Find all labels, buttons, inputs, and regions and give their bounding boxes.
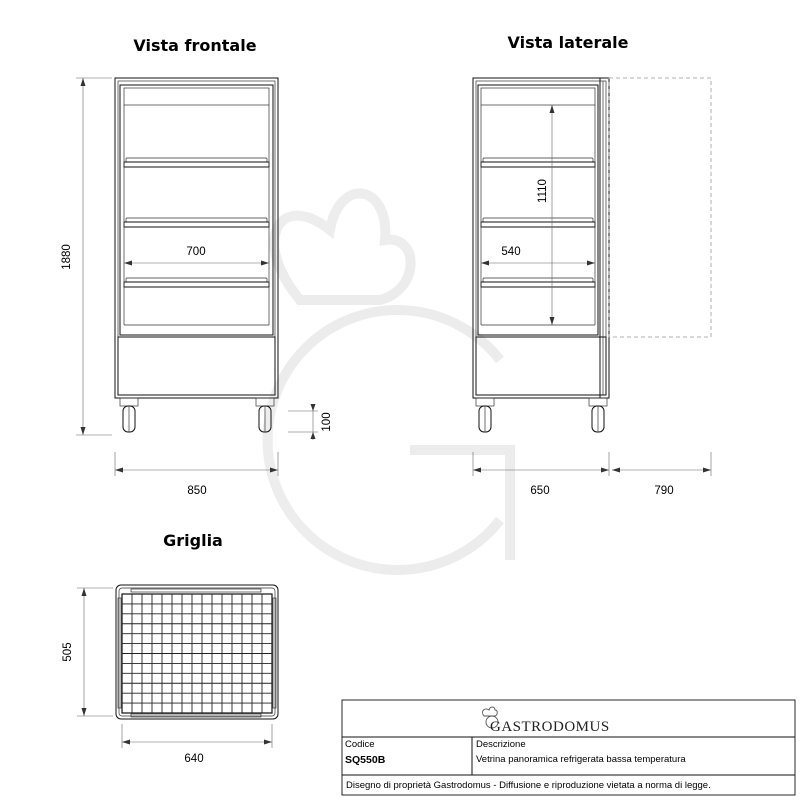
copyright-notice: Disegno di proprietà Gastrodomus - Diffusione e riproduzione vietata a norma di legge. bbox=[346, 780, 711, 791]
dim-front-height bbox=[76, 78, 112, 435]
dim-side-inner-height bbox=[550, 105, 555, 325]
door-swing-outline bbox=[609, 78, 711, 337]
brand-name: Gastrodomus bbox=[490, 719, 610, 735]
front-shelf bbox=[124, 278, 269, 287]
dim-grid-depth bbox=[77, 588, 113, 716]
dim-front-inner-width-label: 700 bbox=[186, 246, 206, 258]
dim-feet-height-label: 100 bbox=[321, 412, 333, 432]
side-shelf bbox=[481, 278, 595, 287]
castor-wheel bbox=[120, 398, 138, 432]
dim-side-inner-depth bbox=[481, 261, 595, 266]
dim-front-height-label: 1880 bbox=[61, 244, 73, 270]
dim-grid-depth-label: 505 bbox=[62, 642, 74, 662]
dim-side-inner-depth-label: 540 bbox=[501, 246, 521, 258]
code-label: Codice bbox=[345, 739, 375, 750]
castor-wheel bbox=[476, 398, 494, 432]
title-block bbox=[342, 700, 795, 795]
castor-wheel bbox=[589, 398, 607, 432]
description-label: Descrizione bbox=[476, 739, 526, 750]
front-shelf bbox=[124, 218, 269, 227]
dim-side-depth-label: 650 bbox=[530, 485, 550, 497]
description-value: Vetrina panoramica refrigerata bassa temperatura bbox=[476, 754, 686, 765]
side-view-title: Vista laterale bbox=[507, 33, 629, 52]
side-shelf bbox=[481, 158, 595, 167]
front-view-title: Vista frontale bbox=[133, 36, 257, 55]
watermark-logo bbox=[268, 193, 510, 570]
dim-feet-height bbox=[288, 404, 318, 440]
front-shelf bbox=[124, 158, 269, 167]
dim-grid-width bbox=[122, 724, 272, 748]
dim-side-inner-height-label: 1110 bbox=[537, 179, 549, 203]
dim-front-width bbox=[115, 452, 278, 476]
dim-front-inner-width bbox=[124, 261, 269, 266]
dim-door-swing-label: 790 bbox=[654, 485, 674, 497]
side-shelf bbox=[481, 218, 595, 227]
dim-grid-width-label: 640 bbox=[184, 753, 204, 765]
grid-view-title: Griglia bbox=[163, 531, 223, 550]
dim-front-width-label: 850 bbox=[187, 485, 207, 497]
code-value: SQ550B bbox=[345, 754, 386, 766]
grid-drawing bbox=[116, 585, 278, 719]
grid-mesh bbox=[122, 594, 272, 713]
